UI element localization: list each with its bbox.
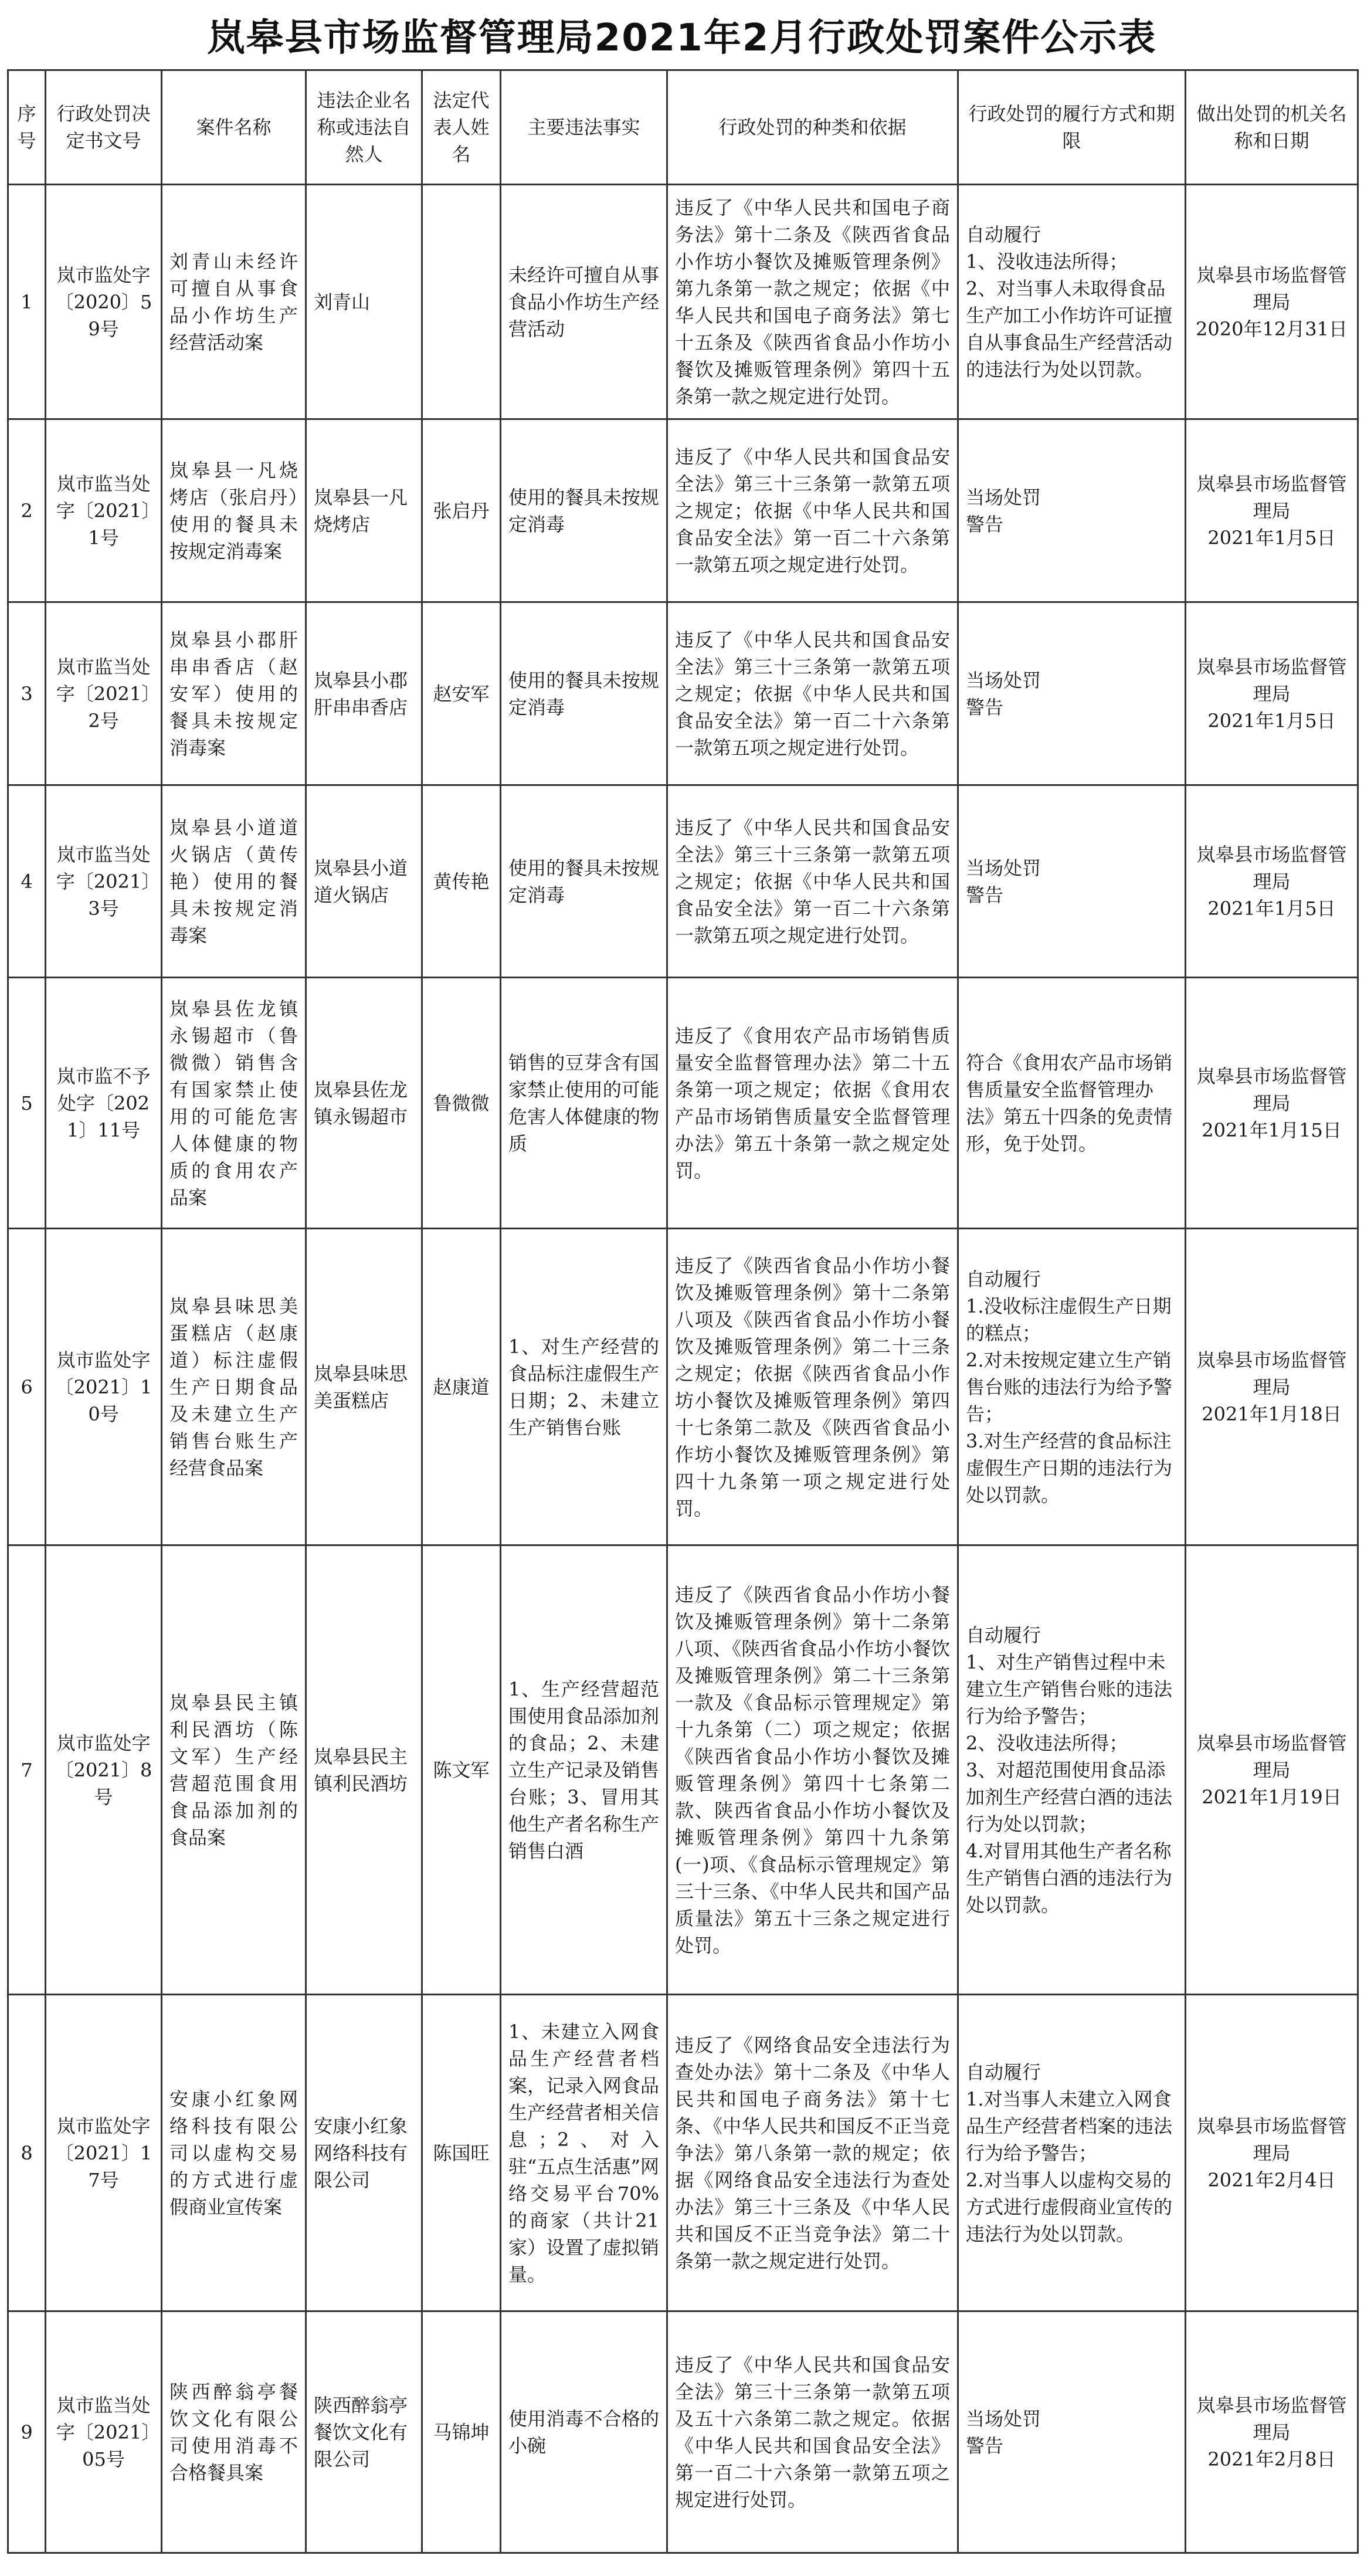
table-row <box>8 1545 1358 1995</box>
row-number-cell <box>8 185 46 419</box>
case-name-text: 岚皋县一凡烧烤店（张启丹）使用的餐具未按规定消毒案 <box>169 459 298 562</box>
decision-number-cell <box>46 978 162 1229</box>
row-number-text: 5 <box>21 1092 33 1114</box>
decision-number-text: 岚市监处字〔2020〕59号 <box>55 263 152 340</box>
table-row <box>8 602 1358 785</box>
row-number-cell <box>8 602 46 785</box>
case-name-text: 刘青山未经许可擅自从事食品小作坊生产经营活动案 <box>169 250 298 354</box>
authority-date-cell <box>1186 978 1358 1229</box>
authority-date-text: 2021年1月19日 <box>1202 1785 1342 1808</box>
authority-date-text: 2020年12月31日 <box>1196 317 1348 340</box>
violation-facts-cell <box>501 1545 667 1995</box>
authority-date-text: 岚皋县市场监督管理局 <box>1196 2394 1347 2443</box>
execution-method-cell <box>958 602 1186 785</box>
party-name-text: 岚皋县小道道火锅店 <box>314 856 408 906</box>
decision-number-cell <box>46 2311 162 2553</box>
table-row <box>8 2311 1358 2553</box>
row-number-cell <box>8 978 46 1229</box>
execution-method-text: 1.对当事人未建立入网食品生产经营者档案的违法行为给予警告； <box>966 2087 1173 2164</box>
row-number-text: 3 <box>21 682 33 705</box>
case-name-cell <box>162 419 306 602</box>
legal-representative-text: 陈国旺 <box>433 2141 490 2164</box>
party-name-text: 岚皋县小郡肝串串香店 <box>314 669 408 718</box>
authority-date-text: 2021年1月5日 <box>1207 709 1336 732</box>
case-name-text: 安康小红象网络科技有限公司以虚构交易的方式进行虚假商业宣传案 <box>169 2087 298 2218</box>
violation-facts-text: 1、对生产经营的食品标注虚假生产日期；2、未建立生产销售台账 <box>508 1335 659 1439</box>
decision-number-cell <box>46 1545 162 1995</box>
party-name-cell <box>306 785 422 978</box>
penalty-basis-text: 违反了《中华人民共和国食品安全法》第三十三条第一款第五项之规定；依据《中华人民共和国食品安全法》第一百二十六条第一款第五项之规定进行处罚。 <box>675 628 950 759</box>
party-name-cell <box>306 978 422 1229</box>
violation-facts-text: 使用的餐具未按规定消毒 <box>508 486 659 535</box>
execution-method-text: 自动履行 <box>966 2060 1041 2083</box>
violation-facts-text: 1、生产经营超范围使用食品添加剂的食品；2、未建立生产记录及销售台账；3、冒用其他生产者名称生产销售白酒 <box>508 1677 659 1862</box>
penalty-table <box>7 69 1359 2554</box>
party-name-text: 岚皋县佐龙镇永锡超市 <box>314 1078 408 1128</box>
authority-date-text: 岚皋县市场监督管理局 <box>1196 1348 1347 1398</box>
legal-representative-text: 张启丹 <box>433 499 490 522</box>
violation-facts-cell <box>501 1229 667 1545</box>
penalty-basis-text: 违反了《陕西省食品小作坊小餐饮及摊贩管理条例》第十二条第八项、《陕西省食品小作坊小餐饮及摊贩管理条例》第二十三条第一款及《食品标示管理规定》第十九条第（二）项之规定；依据《陕西省食品小作坊小餐饮及摊贩管理条例》第四十七条第二款、陕西省食品小作坊小餐饮及摊贩管理条例》第四十九条第(一)项、《食品标示管理规定》第三十三条、《中华人民共和国产品质量法》第五十三条之规定进行处罚。 <box>675 1583 950 1957</box>
authority-date-cell <box>1186 2311 1358 2553</box>
authority-date-text: 2021年1月5日 <box>1207 897 1336 920</box>
row-number-text: 8 <box>21 2141 33 2164</box>
legal-representative-cell <box>422 2311 501 2553</box>
legal-representative-text: 陈文军 <box>433 1758 490 1781</box>
penalty-basis-cell <box>667 2311 958 2553</box>
authority-date-cell <box>1186 1229 1358 1545</box>
col-header-party: 违法企业名称或违法自然人 <box>306 70 422 185</box>
legal-representative-cell <box>422 1229 501 1545</box>
violation-facts-cell <box>501 185 667 419</box>
party-name-text: 岚皋县一凡烧烤店 <box>314 486 408 535</box>
case-name-cell <box>162 1229 306 1545</box>
legal-representative-cell <box>422 419 501 602</box>
table-header-row <box>8 70 1358 185</box>
execution-method-text: 自动履行 <box>966 1623 1041 1646</box>
table-row <box>8 1229 1358 1545</box>
decision-number-cell <box>46 1229 162 1545</box>
decision-number-cell <box>46 785 162 978</box>
penalty-basis-text: 违反了《中华人民共和国食品安全法》第三十三条第一款第五项之规定；依据《中华人民共和国食品安全法》第一百二十六条第一款第五项之规定进行处罚。 <box>675 445 950 576</box>
col-header-no: 序号 <box>8 70 46 185</box>
violation-facts-text: 使用消毒不合格的小碗 <box>508 2407 659 2457</box>
decision-number-text: 岚市监处字〔2021〕8号 <box>55 1731 152 1808</box>
decision-number-text: 岚市监当处字〔2021〕2号 <box>56 655 151 732</box>
authority-date-text: 岚皋县市场监督管理局 <box>1196 1731 1347 1781</box>
row-number-text: 2 <box>21 499 33 522</box>
case-name-cell <box>162 1545 306 1995</box>
authority-date-cell <box>1186 185 1358 419</box>
case-name-cell <box>162 602 306 785</box>
violation-facts-cell <box>501 785 667 978</box>
party-name-cell <box>306 602 422 785</box>
violation-facts-cell <box>501 978 667 1229</box>
row-number-cell <box>8 1995 46 2311</box>
penalty-basis-text: 违反了《中华人民共和国电子商务法》第十二条及《陕西省食品小作坊小餐饮及摊贩管理条例》第九条第一款之规定；依据《中华人民共和国电子商务法》第七十五条及《陕西省食品小作坊小餐饮及摊贩管理条例》第四十五条第一款之规定进行处罚。 <box>675 196 950 408</box>
party-name-cell <box>306 185 422 419</box>
violation-facts-text: 使用的餐具未按规定消毒 <box>508 856 659 906</box>
decision-number-text: 岚市监处字〔2021〕10号 <box>55 1348 152 1425</box>
case-name-cell <box>162 185 306 419</box>
execution-method-text: 自动履行 <box>966 1267 1041 1290</box>
row-number-cell <box>8 785 46 978</box>
col-header-exec: 行政处罚的履行方式和期限 <box>958 70 1186 185</box>
authority-date-text: 2021年1月18日 <box>1202 1402 1342 1425</box>
decision-number-cell <box>46 1995 162 2311</box>
row-number-text: 4 <box>21 870 33 893</box>
col-header-rep: 法定代表人姓名 <box>422 70 501 185</box>
case-name-text: 陕西醉翁亭餐饮文化有限公司使用消毒不合格餐具案 <box>169 2380 298 2484</box>
authority-date-text: 2021年2月4日 <box>1207 2168 1336 2191</box>
row-number-text: 6 <box>21 1375 33 1398</box>
authority-date-cell <box>1186 1545 1358 1995</box>
page-title: 岚皋县市场监督管理局2021年2月行政处罚案件公示表 <box>207 16 1157 60</box>
violation-facts-cell <box>501 602 667 785</box>
decision-number-text: 岚市监当处字〔2021〕1号 <box>56 472 151 549</box>
decision-number-cell <box>46 185 162 419</box>
execution-method-text: 1、对生产销售过程中未建立生产销售台账的违法行为给予警告； <box>966 1650 1173 1727</box>
party-name-cell <box>306 419 422 602</box>
violation-facts-text: 销售的豆芽含有国家禁止使用的可能危害人体健康的物质 <box>508 1051 659 1155</box>
execution-method-cell <box>958 978 1186 1229</box>
execution-method-cell <box>958 2311 1186 2553</box>
legal-representative-text: 马锦坤 <box>433 2421 490 2443</box>
party-name-cell <box>306 1545 422 1995</box>
authority-date-text: 岚皋县市场监督管理局 <box>1196 843 1347 893</box>
legal-representative-text: 黄传艳 <box>433 870 490 893</box>
penalty-basis-cell <box>667 978 958 1229</box>
party-name-cell <box>306 1995 422 2311</box>
table-row <box>8 419 1358 602</box>
execution-method-text: 3.对生产经营的食品标注虚假生产日期的违法行为处以罚款。 <box>966 1429 1173 1506</box>
penalty-basis-cell <box>667 1545 958 1995</box>
penalty-basis-cell <box>667 419 958 602</box>
table-row <box>8 185 1358 419</box>
violation-facts-text: 未经许可擅自从事食品小作坊生产经营活动 <box>508 263 659 340</box>
authority-date-cell <box>1186 419 1358 602</box>
party-name-text: 陕西醉翁亭餐饮文化有限公司 <box>314 2394 408 2470</box>
violation-facts-text: 使用的餐具未按规定消毒 <box>508 669 659 718</box>
penalty-basis-text: 违反了《中华人民共和国食品安全法》第三十三条第一款第五项及五十六条第二款之规定。依据《中华人民共和国食品安全法》第一百二十六条第一款第五项之规定进行处罚。 <box>675 2353 950 2511</box>
penalty-basis-text: 违反了《食用农产品市场销售质量安全监督管理办法》第二十五条第一项之规定；依据《食用农产品市场销售质量安全监督管理办法》第五十条第一款之规定处罚。 <box>675 1024 950 1182</box>
legal-representative-text: 赵安军 <box>433 682 490 705</box>
authority-date-text: 岚皋县市场监督管理局 <box>1196 263 1347 313</box>
violation-facts-cell <box>501 419 667 602</box>
decision-number-cell <box>46 419 162 602</box>
legal-representative-cell <box>422 1545 501 1995</box>
case-name-text: 岚皋县小郡肝串串香店（赵安军）使用的餐具未按规定消毒案 <box>169 628 298 759</box>
authority-date-text: 岚皋县市场监督管理局 <box>1196 655 1347 705</box>
case-name-text: 岚皋县佐龙镇永锡超市（鲁微微）销售含有国家禁止使用的可能危害人体健康的物质的食用农产品案 <box>169 997 298 1209</box>
party-name-text: 安康小红象网络科技有限公司 <box>314 2114 408 2191</box>
legal-representative-text: 赵康道 <box>433 1375 490 1398</box>
party-name-cell <box>306 2311 422 2553</box>
execution-method-text: 2、对当事人未取得食品生产加工小作坊许可证擅自从事食品生产经营活动的违法行为处以罚款。 <box>966 277 1173 381</box>
execution-method-text: 自动履行 <box>966 223 1041 246</box>
row-number-cell <box>8 1545 46 1995</box>
penalty-basis-text: 违反了《中华人民共和国食品安全法》第三十三条第一款第五项之规定；依据《中华人民共和国食品安全法》第一百二十六条第一款第五项之规定进行处罚。 <box>675 816 950 947</box>
case-name-text: 岚皋县小道道火锅店（黄传艳）使用的餐具未按规定消毒案 <box>169 816 298 947</box>
penalty-basis-text: 违反了《网络食品安全违法行为查处办法》第十二条及《中华人民共和国电子商务法》第十七条、《中华人民共和国反不正当竞争法》第八条第一款的规定；依据《网络食品安全违法行为查处办法》第三十三条及《中华人民共和国反不正当竞争法》第二十条第一款之规定进行处罚。 <box>675 2033 950 2272</box>
execution-method-text: 警告 <box>966 696 1004 718</box>
legal-representative-text: 鲁微微 <box>433 1092 490 1114</box>
execution-method-text: 符合《食用农产品市场销售质量安全监督管理办法》第五十四条的免责情形，免于处罚。 <box>966 1051 1173 1155</box>
case-name-text: 岚皋县民主镇利民酒坊（陈文军）生产经营超范围食用食品添加剂的食品案 <box>169 1691 298 1849</box>
col-header-case: 案件名称 <box>162 70 306 185</box>
case-name-cell <box>162 2311 306 2553</box>
party-name-cell <box>306 1229 422 1545</box>
col-header-fact: 主要违法事实 <box>501 70 667 185</box>
table-row <box>8 785 1358 978</box>
decision-number-text: 岚市监不予处字〔2021〕11号 <box>56 1065 151 1141</box>
authority-date-text: 2021年1月15日 <box>1202 1118 1342 1141</box>
legal-representative-cell <box>422 185 501 419</box>
penalty-basis-text: 违反了《陕西省食品小作坊小餐饮及摊贩管理条例》第十二条第八项及《陕西省食品小作坊小餐饮及摊贩管理条例》第二十三条之规定；依据《陕西省食品小作坊小餐饮及摊贩管理条例》第四十七条第二款及《陕西省食品小作坊小餐饮及摊贩管理条例》第四十九条第一项之规定进行处罚。 <box>675 1254 950 1520</box>
execution-method-text: 当场处罚 <box>966 669 1041 692</box>
violation-facts-cell <box>501 1995 667 2311</box>
party-name-text: 岚皋县味思美蛋糕店 <box>314 1362 408 1412</box>
row-number-text: 1 <box>21 290 33 313</box>
party-name-text: 刘青山 <box>314 290 371 313</box>
case-name-cell <box>162 978 306 1229</box>
execution-method-cell <box>958 785 1186 978</box>
authority-date-cell <box>1186 1995 1358 2311</box>
decision-number-cell <box>46 602 162 785</box>
execution-method-text: 当场处罚 <box>966 2407 1041 2430</box>
execution-method-text: 警告 <box>966 2434 1004 2457</box>
row-number-cell <box>8 1229 46 1545</box>
col-header-doc: 行政处罚决定书文号 <box>46 70 162 185</box>
penalty-basis-cell <box>667 185 958 419</box>
col-header-basis: 行政处罚的种类和依据 <box>667 70 958 185</box>
legal-representative-cell <box>422 978 501 1229</box>
execution-method-text: 1、没收违法所得； <box>966 250 1128 273</box>
legal-representative-cell <box>422 1995 501 2311</box>
case-name-cell <box>162 1995 306 2311</box>
table-row <box>8 978 1358 1229</box>
row-number-text: 9 <box>21 2421 33 2443</box>
execution-method-text: 当场处罚 <box>966 486 1041 509</box>
execution-method-cell <box>958 1229 1186 1545</box>
authority-date-cell <box>1186 602 1358 785</box>
legal-representative-cell <box>422 785 501 978</box>
violation-facts-cell <box>501 2311 667 2553</box>
execution-method-text: 3、对超范围使用食品添加剂生产经营白酒的违法行为处以罚款； <box>966 1758 1173 1835</box>
legal-representative-cell <box>422 602 501 785</box>
execution-method-cell <box>958 1995 1186 2311</box>
decision-number-text: 岚市监当处字〔2021〕3号 <box>56 843 151 920</box>
row-number-text: 7 <box>21 1758 33 1781</box>
decision-number-text: 岚市监处字〔2021〕17号 <box>55 2114 152 2191</box>
execution-method-text: 2、没收违法所得； <box>966 1731 1128 1754</box>
violation-facts-text: 1、未建立入网食品生产经营者档案，记录入网食品生产经营者相关信息；2、对入驻“五点生活惠”网络交易平台70%的商家（共计21家）设置了虚拟销量。 <box>508 2020 659 2286</box>
authority-date-text: 2021年1月5日 <box>1207 526 1336 549</box>
execution-method-text: 当场处罚 <box>966 856 1041 879</box>
authority-date-text: 岚皋县市场监督管理局 <box>1196 2114 1347 2164</box>
row-number-cell <box>8 2311 46 2553</box>
execution-method-text: 4.对冒用其他生产者名称生产销售白酒的违法行为处以罚款。 <box>966 1839 1173 1916</box>
penalty-basis-cell <box>667 785 958 978</box>
execution-method-cell <box>958 1545 1186 1995</box>
penalty-basis-cell <box>667 1229 958 1545</box>
execution-method-cell <box>958 419 1186 602</box>
execution-method-cell <box>958 185 1186 419</box>
penalty-basis-cell <box>667 1995 958 2311</box>
authority-date-text: 岚皋县市场监督管理局 <box>1196 472 1347 522</box>
col-header-org: 做出处罚的机关名称和日期 <box>1186 70 1358 185</box>
table-row <box>8 1995 1358 2311</box>
authority-date-text: 2021年2月8日 <box>1207 2448 1336 2470</box>
execution-method-text: 2.对未按规定建立生产销售台账的违法行为给予警告； <box>966 1348 1173 1425</box>
authority-date-text: 岚皋县市场监督管理局 <box>1196 1065 1347 1114</box>
execution-method-text: 警告 <box>966 883 1004 906</box>
case-name-cell <box>162 785 306 978</box>
decision-number-text: 岚市监当处字〔2021〕05号 <box>56 2394 151 2470</box>
execution-method-text: 1.没收标注虚假生产日期的糕点； <box>966 1294 1172 1344</box>
execution-method-text: 警告 <box>966 513 1004 535</box>
party-name-text: 岚皋县民主镇利民酒坊 <box>314 1745 408 1795</box>
row-number-cell <box>8 419 46 602</box>
execution-method-text: 2.对当事人以虚构交易的方式进行虚假商业宣传的违法行为处以罚款。 <box>966 2168 1173 2245</box>
case-name-text: 岚皋县味思美蛋糕店（赵康道）标注虚假生产日期食品及未建立生产销售台账生产经营食品案 <box>169 1294 298 1479</box>
penalty-basis-cell <box>667 602 958 785</box>
authority-date-cell <box>1186 785 1358 978</box>
